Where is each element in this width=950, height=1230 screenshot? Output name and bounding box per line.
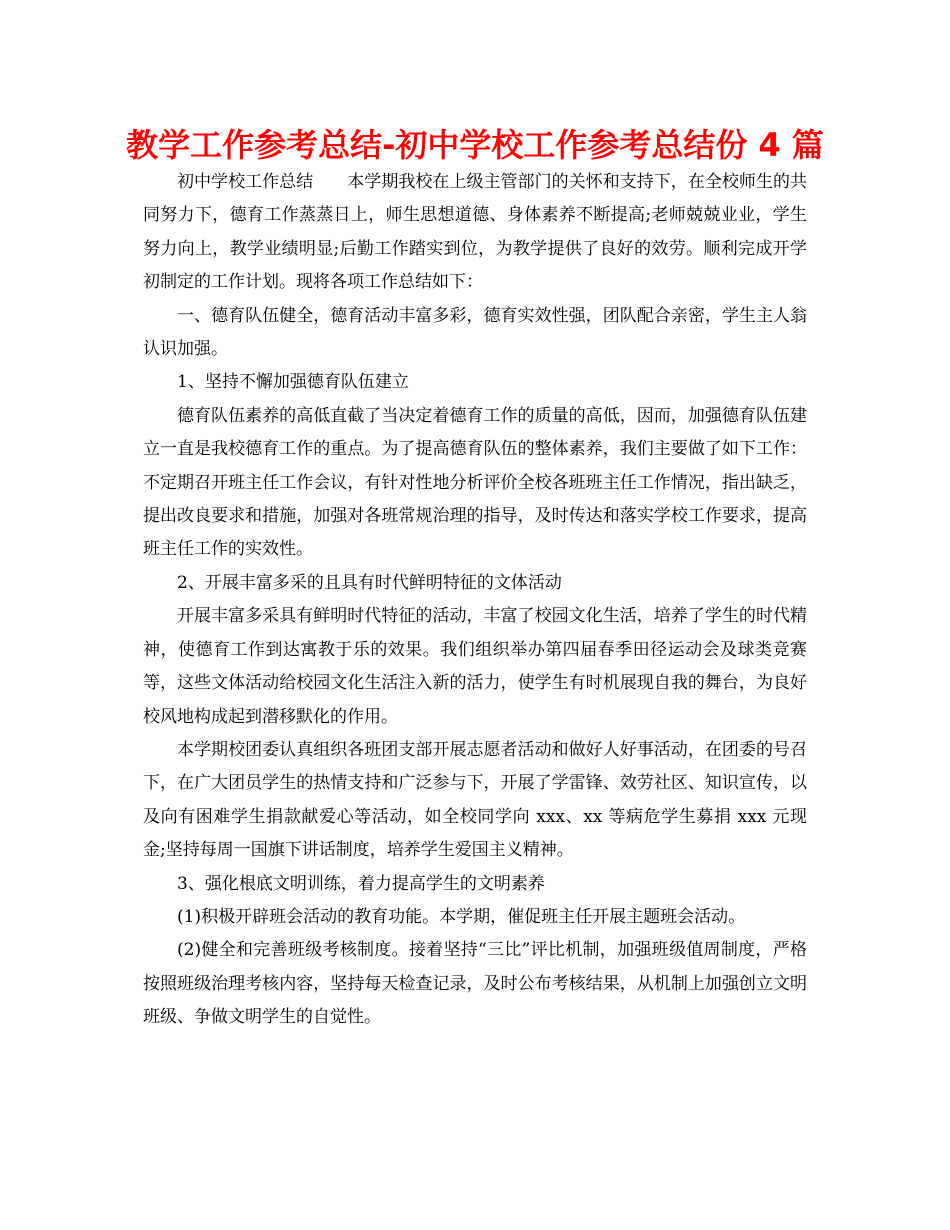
document-title: 教学工作参考总结-初中学校工作参考总结份 4 篇: [126, 126, 824, 164]
paragraph-item-1-heading: 1、坚持不懈加强德育队伍建立: [177, 372, 409, 393]
paragraph-item-3-sub-1: (1)积极开辟班会活动的教育功能。本学期，催促班主任开展主题班会活动。: [177, 906, 746, 927]
paragraph-item-2-body-continued: 本学期校团委认真组织各班团支部开展志愿者活动和做好人好事活动，在团委的号召下，在广大团员学生的热情支持和广泛参与下，开展了学雷锋、效劳社区、知识宣传，以及向有困难学生捐款献爱心等活动，如全校同学向 xxx、xx 等病危学生募捐 xxx 元现金;坚持每周一国旗下讲话制度，培养学生爱国主义精神。: [143, 739, 807, 861]
paragraph-intro: 初中学校工作总结 本学期我校在上级主管部门的关怀和支持下，在全校师生的共同努力下，德育工作蒸蒸日上，师生思想道德、身体素养不断提高;老师兢兢业业，学生努力向上，教学业绩明显;后勤工作踏实到位，为教学提供了良好的效劳。顺利完成开学初制定的工作计划。现将各项工作总结如下：: [143, 172, 807, 293]
paragraph-item-3-heading: 3、强化根底文明训练，着力提高学生的文明素养: [177, 873, 545, 894]
paragraph-item-1-body: 德育队伍素养的高低直截了当决定着德育工作的质量的高低，因而，加强德育队伍建立一直是我校德育工作的重点。为了提高德育队伍的整体素养，我们主要做了如下工作：不定期召开班主任工作会议，有针对性地分析评价全校各班班主任工作情况，指出缺乏，提出改良要求和措施，加强对各班常规治理的指导，及时传达和落实学校工作要求，提高班主任工作的实效性。: [143, 405, 807, 560]
paragraph-item-3-sub-2: (2)健全和完善班级考核制度。接着坚持“三比”评比机制，加强班级值周制度，严格按照班级治理考核内容，坚持每天检查记录，及时公布考核结果，从机制上加强创立文明班级、争做文明学生的自觉性。: [143, 940, 807, 1028]
paragraph-section-1-heading: 一、德育队伍健全，德育活动丰富多彩，德育实效性强，团队配合亲密，学生主人翁认识加强。: [143, 305, 807, 360]
paragraph-item-2-heading: 2、开展丰富多采的且具有时代鲜明特征的文体活动: [177, 572, 562, 593]
paragraph-item-2-body: 开展丰富多采具有鲜明时代特征的活动，丰富了校园文化生活，培养了学生的时代精神，使德育工作到达寓教于乐的效果。我们组织举办第四届春季田径运动会及球类竞赛等，这些文体活动给校园文化生活注入新的活力，使学生有时机展现自我的舞台，为良好校风地构成起到潜移默化的作用。: [143, 606, 807, 727]
document-body: [143, 166, 807, 1035]
